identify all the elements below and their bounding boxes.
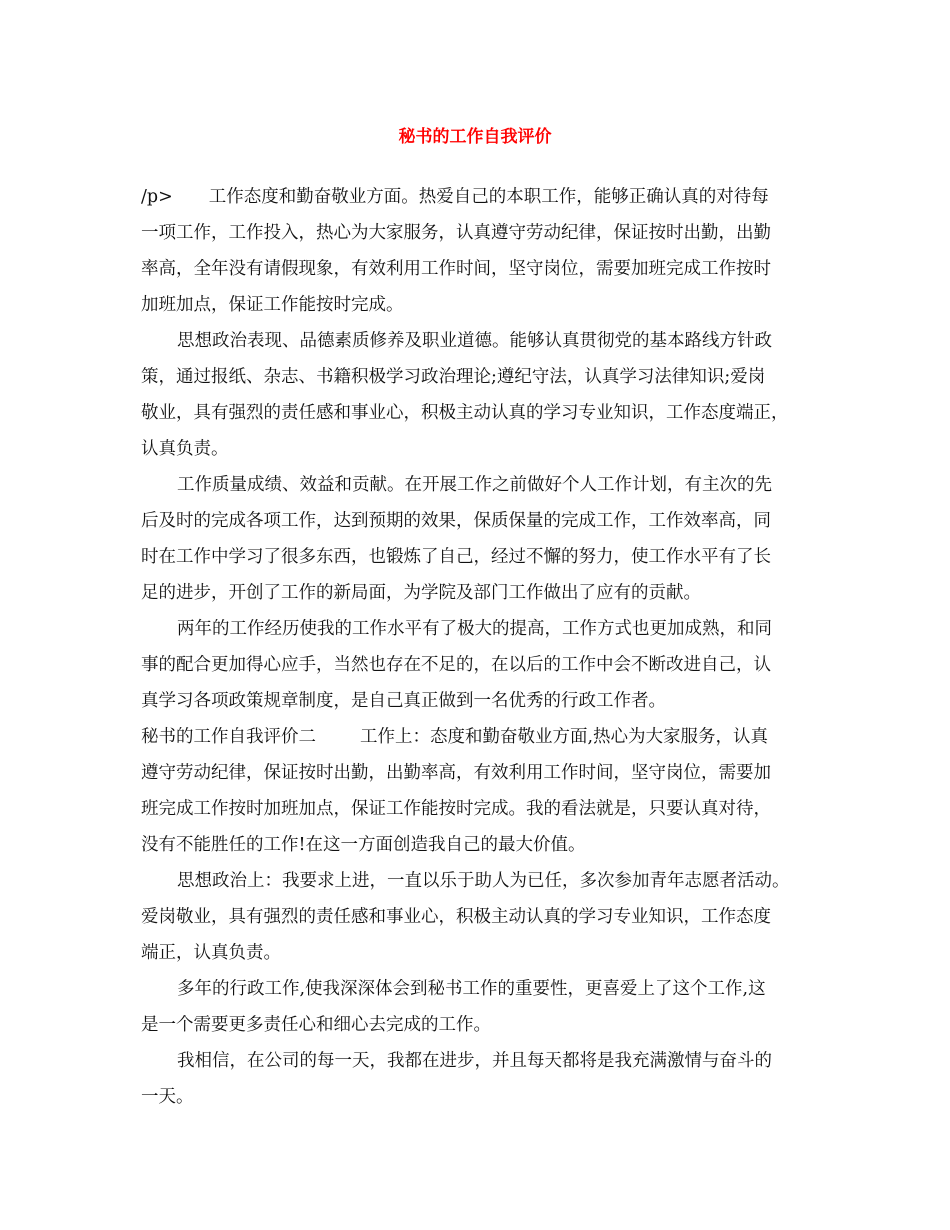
text-line: 多年的行政工作,使我深深体会到秘书工作的重要性，更喜爱上了这个工作,这 [177,979,766,999]
text-line: 没有不能胜任的工作!在这一方面创造我自己的最大价值。 [141,835,586,855]
text-line: 认真负责。 [141,439,229,459]
text-line: 时在工作中学习了很多东西，也锻炼了自己，经过不懈的努力，使工作水平有了长 [141,547,771,567]
text-line: 一项工作，工作投入，热心为大家服务，认真遵守劳动纪律，保证按时出勤，出勤 [141,223,771,243]
text-line: 敬业，具有强烈的责任感和事业心，积极主动认真的学习专业知识，工作态度端正， [141,403,789,423]
text-line: 爱岗敬业，具有强烈的责任感和事业心，积极主动认真的学习专业知识，工作态度 [141,907,771,927]
text-line: 事的配合更加得心应手，当然也存在不足的，在以后的工作中会不断改进自己，认 [141,655,771,675]
text-line: 一天。 [141,1087,194,1107]
text-line: 足的进步，开创了工作的新局面，为学院及部门工作做出了应有的贡献。 [141,583,701,603]
text-line: 加班加点，保证工作能按时完成。 [141,295,404,315]
text-line: 两年的工作经历使我的工作水平有了极大的提高，工作方式也更加成熟，和同 [177,619,772,639]
text-line: 是一个需要更多责任心和细心去完成的工作。 [141,1015,491,1035]
text-line: 率高，全年没有请假现象，有效利用工作时间，坚守岗位，需要加班完成工作按时 [141,259,771,279]
text-line: 端正，认真负责。 [141,943,281,963]
line-text: 工作态度和勤奋敬业方面。热爱自己的本职工作，能够正确认真的对待每 [208,187,769,207]
text-line [141,725,831,749]
text-line: 思想政治上：我要求上进，一直以乐于助人为已任，多次参加青年志愿者活动。 [177,871,790,891]
text-line: 策，通过报纸、杂志、书籍积极学习政治理论;遵纪守法，认真学习法律知识;爱岗 [141,367,766,387]
line-prefix: /p> [141,187,173,207]
text-line: 后及时的完成各项工作，达到预期的效果，保质保量的完成工作，工作效率高，同 [141,511,771,531]
text-line: 思想政治表现、品德素质修养及职业道德。能够认真贯彻党的基本路线方针政 [177,331,772,351]
section-heading: 秘书的工作自我评价二 [141,727,316,747]
text-line: 班完成工作按时加班加点，保证工作能按时完成。我的看法就是，只要认真对待， [141,799,771,819]
text-line: 我相信，在公司的每一天，我都在进步，并且每天都将是我充满激情与奋斗的 [177,1051,772,1071]
text-line: 真学习各项政策规章制度，是自己真正做到一名优秀的行政工作者。 [141,691,666,711]
text-line: 工作质量成绩、效益和贡献。在开展工作之前做好个人工作计划，有主次的先 [177,475,772,495]
line-text: 工作上：态度和勤奋敬业方面,热心为大家服务，认真 [360,727,769,747]
document-title: 秘书的工作自我评价 [398,127,552,147]
text-line: 遵守劳动纪律，保证按时出勤，出勤率高，有效利用工作时间，坚守岗位，需要加 [141,763,771,783]
text-line [141,185,831,209]
